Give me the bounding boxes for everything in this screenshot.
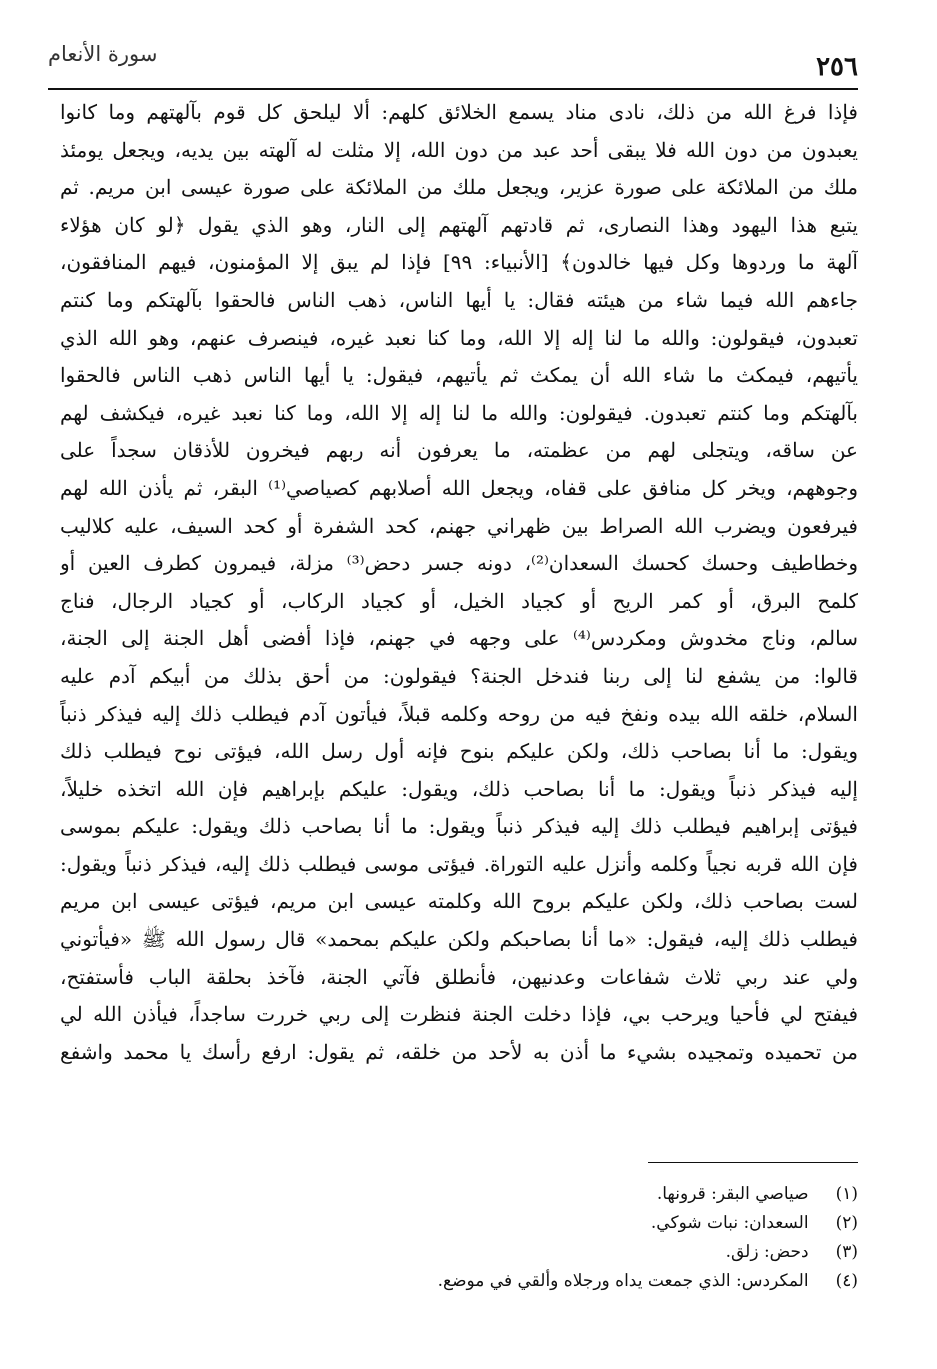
footnote-text: المكردس: الذي جمعت يداه ورجلاه وألقي في موضع. — [437, 1271, 809, 1291]
text-line: ملك من الملائكة على صورة عزير، ويجعل ملك من الملائكة على صورة عيسى ابن مريم. ثم — [60, 175, 858, 200]
page-header — [48, 42, 858, 90]
footnote-item — [158, 1238, 858, 1267]
header-divider — [48, 88, 858, 90]
text-line: فيرفعون ويضرب الله الصراط بين ظهراني جهنم، كحد الشفرة أو كحد السيف، عليه كلاليب — [60, 513, 858, 538]
text-line: قالوا: من يشفع لنا إلى ربنا فندخل الجنة؟ فيقولون: من أحق بذلك من أبيكم آدم عليه — [60, 663, 858, 688]
text-line: عن ساقه، ويتجلى لهم من عظمته، ما يعرفون أنه ربهم فيخرون للأذقان سجداً على — [60, 438, 858, 463]
page-number: ٢٥٦ — [816, 52, 858, 82]
text-line: فيؤتى إبراهيم فيطلب ذلك إليه فيذكر ذنباً ويقول: ما أنا بصاحب ذلك ويقول: عليكم بموسى — [60, 814, 858, 839]
text-line: بآلهتكم وما كنتم تعبدون. فيقولون: والله ما لنا إله إلا الله، وما كنا نعبد غيره، فيكشف لهم — [60, 400, 858, 425]
text-line: كلمح البرق، أو كمر الريح أو كجياد الخيل، أو كجياد الركاب، أو كجياد الرجال، فناج — [60, 588, 858, 613]
text-line: تعبدون، فيقولون: والله ما لنا إله إلا الله، وما كنا نعبد غيره، فينصرف عنهم، وهو الله الذي — [60, 325, 858, 350]
text-line: فيفتح لي فأحيا ويرحب بي، فإذا دخلت الجنة فنظرت إلى ربي خررت ساجداً، فيأذن الله لي — [60, 1002, 858, 1027]
footnote-number: (٤) — [835, 1271, 858, 1291]
body-text — [60, 94, 858, 1071]
text-line: فيطلب ذلك إليه، فيقول: «ما أنا بصاحبكم ولكن عليكم بمحمد» قال رسول الله ﷺ «فيأتوني — [60, 927, 858, 952]
footnote-number: (٣) — [835, 1242, 858, 1262]
footnotes — [158, 1180, 858, 1296]
text-line: يأتيهم، فيمكث ما شاء الله أن يمكث ثم يأتيهم، فيقول: يا أيها الناس ذهب الناس فالحقوا — [60, 363, 858, 388]
text-line: آلهة ما وردوها وكل فيها خالدون﴾ [الأنبياء: ٩٩] فإذا لم يبق إلا المؤمنون، فيهم المنافقون، — [60, 250, 858, 275]
text-line: السلام، خلقه الله بيده ونفخ فيه من روحه وكلمه قبلاً، فيأتون آدم فيطلب ذلك إليه فيذكر ذنباً — [60, 701, 858, 726]
text-line: وجوههم، ويخر كل منافق على قفاه، ويجعل الله أصلابهم كصياصي⁽¹⁾ البقر، ثم يأذن الله لهم — [60, 475, 858, 500]
footnote-text: صياصي البقر: قرونها. — [656, 1184, 809, 1204]
text-line: وخطاطيف وحسك كحسك السعدان⁽²⁾، دونه جسر دحض⁽³⁾ مزلة، فيمرون كطرف العين أو — [60, 551, 858, 576]
text-line: إليه فيذكر ذنباً ويقول: ما أنا بصاحب ذلك، ويقول: عليكم بإبراهيم فإن الله اتخذه خليلاً، — [60, 776, 858, 801]
footnote-item — [158, 1267, 858, 1296]
text-line: ولي عند ربي ثلاث شفاعات وعدنيهن، فأنطلق فآتي الجنة، فآخذ بحلقة الباب فأستفتح، — [60, 964, 858, 989]
footnote-text: دحض: زلق. — [725, 1242, 809, 1262]
text-line: جاءهم الله فيما شاء من هيئته فقال: يا أيها الناس، ذهب الناس فالحقوا بآلهتكم وما كنتم — [60, 287, 858, 312]
footnote-item — [158, 1209, 858, 1238]
text-line: سالم، وناج مخدوش ومكردس⁽⁴⁾ على وجهه في جهنم، فإذا أفضى أهل الجنة إلى الجنة، — [60, 626, 858, 651]
text-line: فإن الله قربه نجياً وكلمه وأنزل عليه التوراة. فيؤتى موسى فيطلب ذلك إليه، فيذكر ذنباً ويقول: — [60, 851, 858, 876]
text-line: يعبدون من دون الله فلا يبقى أحد عبد من دون الله، إلا مثلت له آلهته بين يديه، ويجعل يومئذ — [60, 137, 858, 162]
footnote-divider — [648, 1162, 858, 1163]
surah-name: سورة الأنعام — [48, 42, 158, 66]
text-line: لست بصاحب ذلك، ولكن عليكم بروح الله وكلمته عيسى ابن مريم، فيؤتى عيسى ابن مريم — [60, 889, 858, 914]
footnote-number: (١) — [835, 1184, 858, 1204]
text-line: ويقول: ما أنا بصاحب ذلك، ولكن عليكم بنوح فإنه أول رسل الله، فيؤتى نوح فيطلب ذلك — [60, 739, 858, 764]
footnote-item — [158, 1180, 858, 1209]
footnote-number: (٢) — [835, 1213, 858, 1233]
text-line: من تحميده وتمجيده بشيء ما أذن به لأحد من خلقه، ثم يقول: ارفع رأسك يا محمد واشفع — [60, 1039, 858, 1064]
text-line: فإذا فرغ الله من ذلك، نادى مناد يسمع الخلائق كلهم: ألا ليلحق كل قوم بآلهتهم وما كانوا — [60, 100, 858, 124]
text-line: يتبع هذا اليهود وهذا النصارى، ثم قادتهم آلهتهم إلى النار، وهو الذي يقول ﴿لو كان هؤلاء — [60, 212, 858, 237]
footnote-text: السعدان: نبات شوكي. — [650, 1213, 809, 1233]
